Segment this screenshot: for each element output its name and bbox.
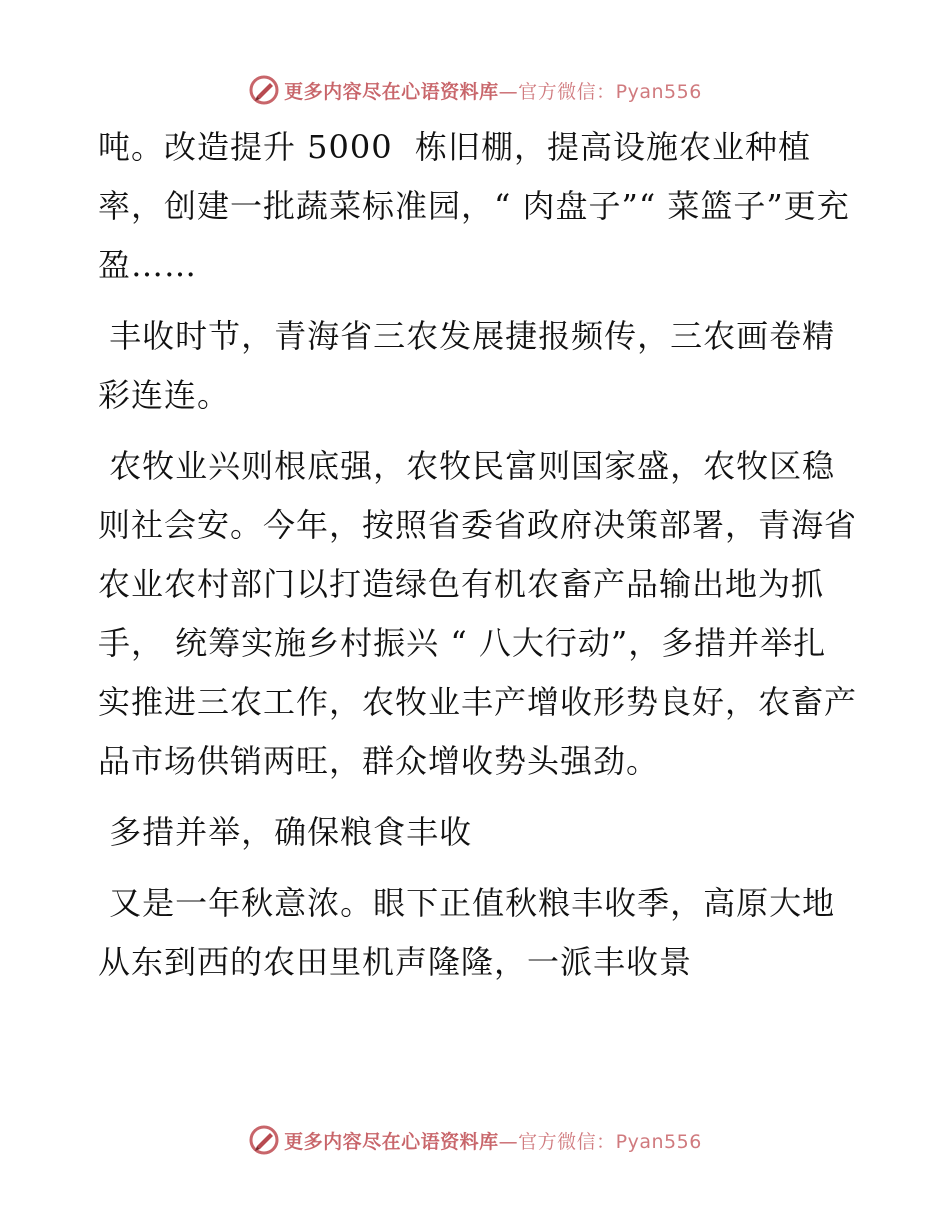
footer-banner-separator: — xyxy=(498,1130,519,1153)
pen-logo-icon xyxy=(248,1124,280,1156)
pen-logo-icon xyxy=(248,74,280,106)
section-heading: 多措并举，确保粮食丰收 xyxy=(98,813,473,851)
header-banner-separator: — xyxy=(498,80,519,103)
header-banner-title: 更多内容尽在心语资料库 xyxy=(284,80,499,103)
footer-banner-text xyxy=(284,1127,702,1154)
paragraph-5: 又是一年秋意浓。眼下正值秋粮丰收季，高原大地从东到西的农田里机声隆隆，一派丰收景 xyxy=(98,884,836,981)
footer-banner-title: 更多内容尽在心语资料库 xyxy=(284,1130,499,1153)
paragraph-3: 农牧业兴则根底强，农牧民富则国家盛，农牧区稳则社会安。今年，按照省委省政府决策部署，青海省农业农村部门以打造绿色有机农畜产品输出地为抓手， 统筹实施乡村振兴 “ 八大行动”，多措并举扎实推进三农工作，农牧业丰产增收形势良好，农畜产品市场供销两旺，群众增收势头强劲。 xyxy=(98,447,858,780)
header-banner-text xyxy=(284,77,702,104)
paragraph-2: 丰收时节，青海省三农发展捷报频传，三农画卷精彩连连。 xyxy=(98,317,836,414)
footer-banner xyxy=(0,1120,950,1160)
document-body xyxy=(98,118,858,1004)
footer-banner-wechat: 官方微信：Pyan556 xyxy=(518,1130,702,1153)
header-banner xyxy=(0,70,950,110)
paragraph-1: 吨。改造提升 5000 栋旧棚，提高设施农业种植率，创建一批蔬菜标准园，“ 肉盘子”“ 菜篮子”更充盈…… xyxy=(98,128,850,284)
header-banner-wechat: 官方微信：Pyan556 xyxy=(518,80,702,103)
